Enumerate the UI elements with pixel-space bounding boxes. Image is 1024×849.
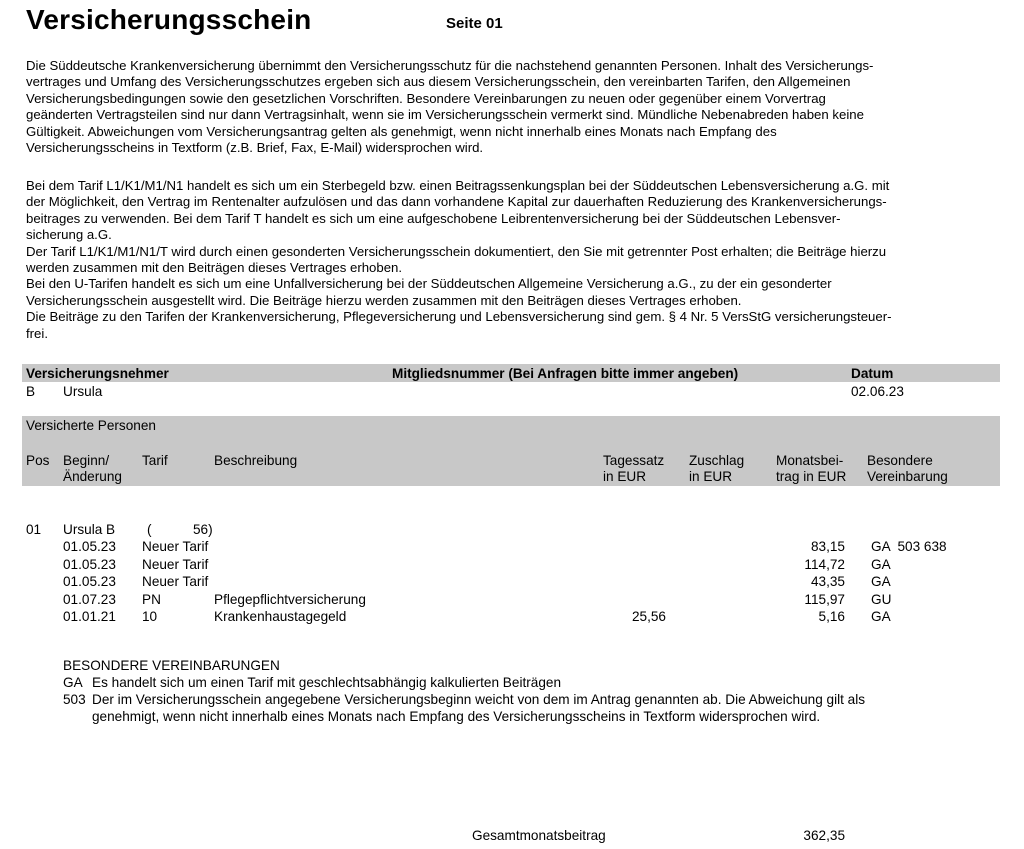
row-date: 01.01.21 (63, 609, 116, 625)
row-tarif: Neuer Tarif (142, 556, 209, 572)
col-special (867, 453, 948, 485)
row-description: Krankenhaustagegeld (214, 609, 347, 625)
row-description: Pflegepflichtversicherung (214, 591, 366, 607)
date-label: Datum (851, 366, 894, 381)
person-pos: 01 (26, 522, 42, 537)
intro-line: Versicherungsbedingungen sowie den gesetzlichen Vorschriften. Besondere Vereinbarungen zu neuen oder gegenüber einem Vorvertrag (26, 90, 826, 106)
row-monthly: 43,35 (810, 574, 845, 590)
holder-label: Versicherungsnehmer (26, 366, 169, 381)
row-tarif: Neuer Tarif (142, 574, 209, 590)
intro-line: geänderten Vertragsteilen sind nur dann Vertragsinhalt, wenn sie im Versicherungsschein vermerkt sind. Mündliche Nebenabreden haben keine (26, 107, 864, 123)
intro-line: Gültigkeit. Abweichungen vom Versicherungsantrag gelten als genehmigt, wenn nicht innerhalb eines Monats nach Empfang des (26, 123, 777, 139)
col-begin-line1: Beginn/ (63, 453, 110, 468)
special-503-line2: genehmigt, wenn nicht innerhalb eines Monats nach Empfang des Versicherungsscheins in Textform widersprochen wird. (92, 709, 821, 724)
person-age: 56) (193, 522, 213, 537)
col-daily-rate-line1: Tagessatz (603, 453, 665, 468)
person-name: Ursula B (63, 522, 116, 537)
intro-line: beitrages zu verwenden. Bei dem Tarif T handelt es sich um eine aufgeschobene Leibrentenversicherung bei der Süddeutschen Lebensver- (26, 210, 841, 226)
intro-line: frei. (26, 325, 48, 341)
total-value: 362,35 (803, 828, 845, 843)
tariff-rows (0, 539, 1024, 627)
intro-line: werden zusammen mit den Beiträgen dieses Vertrages erhoben. (26, 260, 403, 276)
row-monthly: 115,97 (804, 591, 845, 607)
row-tarif: 10 (142, 609, 158, 625)
intro-line: Bei den U-Tarifen handelt es sich um eine Unfallversicherung bei der Süddeutschen Allgemeine Versicherung a.G., zu der ein gesonderter (26, 276, 832, 292)
row-daily-rate: 25,56 (631, 609, 666, 625)
insured-section-label: Versicherte Personen (26, 418, 156, 433)
col-daily-rate-line2: in EUR (603, 469, 647, 484)
row-monthly: 5,16 (818, 609, 845, 625)
special-503-code: 503 (63, 692, 86, 707)
col-begin-line2: Änderung (63, 469, 122, 484)
col-begin (63, 453, 122, 485)
intro-line: vertrages und Umfang des Versicherungsschutzes ergeben sich aus diesem Versicherungsschein, den vereinbarten Tarifen, den Allgemeinen (26, 74, 851, 90)
special-ga-text: Es handelt sich um einen Tarif mit geschlechtsabhängig kalkulierten Beiträgen (92, 675, 562, 690)
intro-paragraph-2 (26, 178, 1011, 342)
table-row (0, 539, 1024, 557)
insured-header-bar (22, 416, 1000, 486)
row-date: 01.05.23 (63, 556, 116, 572)
member-number-label: Mitgliedsnummer (Bei Anfragen bitte immer angeben) (392, 366, 739, 381)
row-special: GA (871, 609, 891, 625)
row-tarif: PN (142, 591, 161, 607)
intro-line: Bei dem Tarif L1/K1/M1/N1 handelt es sich um ein Sterbegeld bzw. einen Beitragssenkungsplan bei der Süddeutschen Lebensversicherung a.G. mit (26, 178, 890, 193)
col-surcharge (689, 453, 744, 485)
col-monthly (776, 453, 846, 485)
intro-line: Die Süddeutsche Krankenversicherung übernimmt den Versicherungsschutz für die nachstehend genannten Personen. Inhalt des Versicherungs- (26, 58, 874, 73)
row-date: 01.07.23 (63, 591, 116, 607)
total-label: Gesamtmonatsbeitrag (472, 828, 606, 843)
row-monthly: 83,15 (810, 539, 845, 554)
table-row (0, 609, 1024, 627)
special-heading: BESONDERE VEREINBARUNGEN (63, 658, 280, 673)
row-date: 01.05.23 (63, 574, 116, 590)
col-surcharge-line2: in EUR (689, 469, 733, 484)
document-date: 02.06.23 (851, 384, 904, 399)
row-monthly: 114,72 (804, 556, 845, 572)
intro-paragraph-1 (26, 58, 1011, 156)
document-title: Versicherungsschein (26, 4, 312, 35)
row-tarif: Neuer Tarif (142, 539, 209, 554)
col-surcharge-line1: Zuschlag (689, 453, 745, 468)
col-description: Beschreibung (214, 453, 298, 468)
row-special: GA 503 638 (871, 539, 947, 554)
intro-line: Der Tarif L1/K1/M1/N1/T wird durch einen gesonderten Versicherungsschein dokumentiert, den Sie mit getrennter Post erhalten; die Beiträge hierzu (26, 243, 887, 259)
row-date: 01.05.23 (63, 539, 116, 554)
intro-line: Versicherungsschein ausgestellt wird. Die Beiträge hierzu werden zusammen mit den Beiträgen dieses Vertrages erhoben. (26, 292, 742, 308)
row-special: GA (871, 574, 891, 590)
row-special: GA (871, 556, 891, 572)
intro-line: Die Beiträge zu den Tarifen der Krankenversicherung, Pflegeversicherung und Lebensversicherung sind gem. § 4 Nr. 5 VersStG versicherungsteuer- (26, 309, 892, 325)
col-special-line1: Besondere (867, 453, 933, 468)
intro-line: Versicherungsscheins in Textform (z.B. Brief, Fax, E-Mail) widersprochen wird. (26, 140, 484, 156)
col-pos: Pos (26, 453, 50, 468)
col-daily-rate (603, 453, 664, 485)
page-number: Seite 01 (446, 15, 503, 32)
holder-initial: B (26, 384, 36, 399)
intro-line: sicherung a.G. (26, 227, 112, 243)
row-special: GU (871, 591, 892, 607)
table-row (0, 574, 1024, 592)
col-tarif: Tarif (142, 453, 168, 468)
col-monthly-line2: trag in EUR (776, 469, 847, 484)
table-row (0, 557, 1024, 575)
table-row (0, 592, 1024, 610)
holder-name: Ursula (63, 384, 103, 399)
col-monthly-line1: Monatsbei- (776, 453, 844, 468)
intro-line: der Möglichkeit, den Vertrag im Rentenalter aufzulösen und das dann vorhandene Kapital zur dauerhaften Reduzierung des Krankenversicherungs- (26, 194, 887, 210)
person-open-paren: ( (147, 522, 152, 537)
special-503-line1: Der im Versicherungsschein angegebene Versicherungsbeginn weicht von dem im Antrag genannten ab. Die Abweichung gilt als (92, 692, 866, 707)
col-special-line2: Vereinbarung (867, 469, 948, 484)
special-ga-code: GA (63, 675, 83, 690)
